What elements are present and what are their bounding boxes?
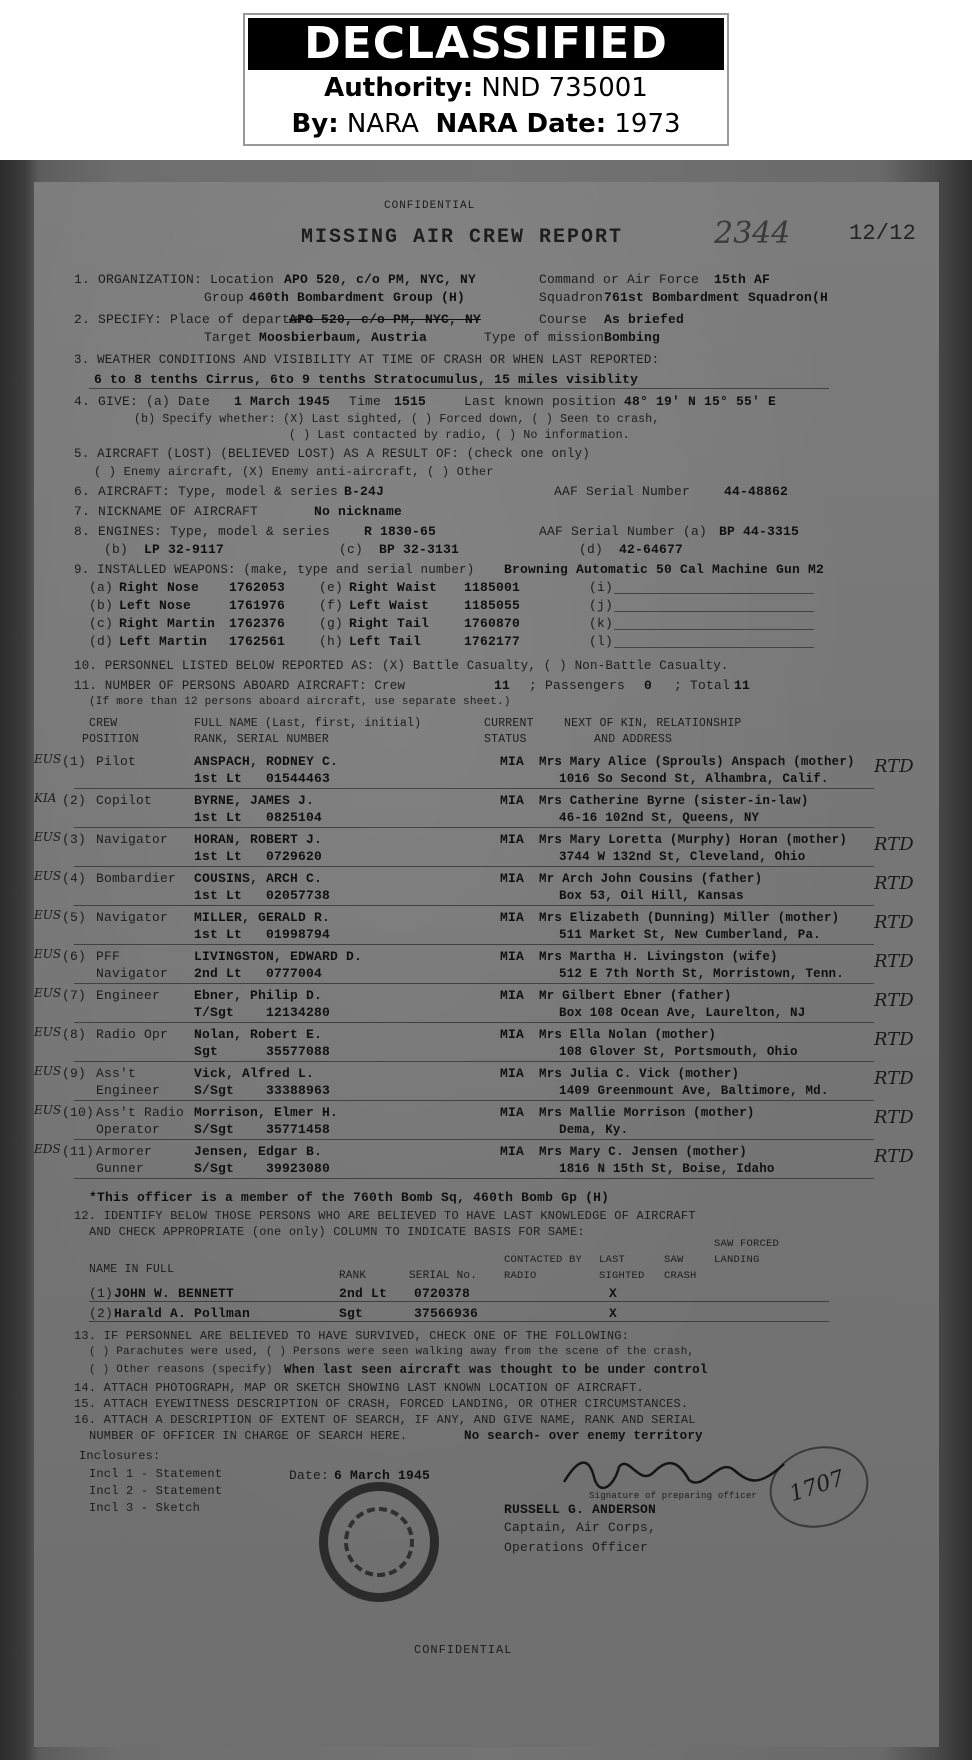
crew-footnote: *This officer is a member of the 760th Bomb Sq, 460th Bomb Gp (H) [89,1190,610,1205]
crew-rule [74,1178,874,1179]
crew-serial: 12134280 [266,1005,331,1020]
crew-name: Ebner, Philip D. [194,988,323,1003]
crew-rule [74,905,874,906]
crew-address: Box 53, Oil Hill, Kansas [559,889,744,903]
crew-margin-code: EUS [34,830,62,844]
enclosure-item: Incl 3 - Sketch [89,1501,201,1515]
crew-number: (4) [62,871,87,886]
crew-name: HORAN, ROBERT J. [194,832,323,847]
document-scan [0,160,972,1760]
signer-rank: Captain, Air Corps, [504,1520,657,1535]
survived-reason: When last seen aircraft was thought to be under control [284,1363,708,1377]
crew-header-pos1: CREW [89,717,118,730]
crew-rank: Sgt [194,1044,219,1059]
report-date-code: 12/12 [849,221,917,246]
weapon-key: (l) [589,634,614,649]
crew-serial: 01544463 [266,771,331,786]
weapons-label: 9. INSTALLED WEAPONS: (make, type and serial number) [74,563,475,577]
persons-passengers: 0 [644,678,653,693]
crew-name: ANSPACH, RODNEY C. [194,754,339,769]
crew-kin: Mrs Julia C. Vick (mother) [539,1067,740,1081]
crew-position-2: Gunner [96,1161,145,1176]
give-time-label: Time [349,394,382,409]
give-position: 48° 19' N 15° 55' E [624,394,777,409]
witness-mark: X [609,1286,618,1301]
crew-rank: 1st Lt [194,927,243,942]
crew-name: COUSINS, ARCH C. [194,871,323,886]
weapon-blank-rule [614,629,814,630]
weapon-position: Right Waist [349,580,438,595]
crew-status: MIA [500,871,525,886]
crew-serial: 0729620 [266,849,323,864]
crew-margin-code: EUS [34,1025,62,1039]
give-date: 1 March 1945 [234,394,331,409]
crew-number: (2) [62,793,87,808]
crew-status: MIA [500,910,525,925]
item-16: 16. ATTACH A DESCRIPTION OF EXTENT OF SEARCH, IF ANY, AND GIVE NAME, RANK AND SERIAL [74,1413,696,1427]
weapon-serial: 1760870 [464,616,521,631]
weapon-serial: 1185055 [464,598,521,613]
weather-label: 3. WEATHER CONDITIONS AND VISIBILITY AT TIME OF CRASH OR WHEN LAST REPORTED: [74,353,660,367]
crew-kin: Mrs Catherine Byrne (sister-in-law) [539,794,809,808]
weapon-key: (e) [319,580,344,595]
report-date: 6 March 1945 [334,1468,431,1483]
crew-rank: 1st Lt [194,771,243,786]
witness-serial: 0720378 [414,1286,471,1301]
enclosure-item: Incl 1 - Statement [89,1467,223,1481]
crew-position-2: Engineer [96,1083,161,1098]
persons-passengers-label: ; Passengers [529,678,626,693]
crew-rtd-note: RTD [874,1029,914,1050]
witness-h-serial: SERIAL No. [409,1270,478,1282]
crew-status: MIA [500,988,525,1003]
aircraft-type-label: 6. AIRCRAFT: Type, model & series [74,484,339,499]
crew-name: Vick, Alfred L. [194,1066,315,1081]
weapon-blank-rule [614,611,814,612]
crew-status: MIA [500,1027,525,1042]
crew-margin-code: EDS [34,1142,61,1156]
personnel-as: 10. PERSONNEL LISTED BELOW REPORTED AS: (X) Battle Casualty, ( ) Non-Battle Casualty. [74,659,729,673]
give-specify-line: (b) Specify whether: (X) Last sighted, ( ) Forced down, ( ) Seen to crash, [134,413,660,426]
crew-name: BYRNE, JAMES J. [194,793,315,808]
crew-number: (3) [62,832,87,847]
survived-line2: ( ) Parachutes were used, ( ) Persons were seen walking away from the scene of the crash, [89,1346,695,1358]
give-position-label: Last known position [464,394,617,409]
weapon-key: (b) [89,598,114,613]
crew-rank: 2nd Lt [194,966,243,981]
witness-h-crash: SAW CRASH [664,1254,697,1282]
crew-rtd-note: RTD [874,756,914,777]
weapon-serial: 1185001 [464,580,521,595]
witness-rank: Sgt [339,1306,364,1321]
crew-kin: Mr Gilbert Ebner (father) [539,989,732,1003]
crew-name: LIVINGSTON, EDWARD D. [194,949,363,964]
item-16b: NUMBER OF OFFICER IN CHARGE OF SEARCH HERE. [89,1429,408,1443]
crew-header-status2: STATUS [484,733,527,746]
crew-status: MIA [500,949,525,964]
enclosures-label: Inclosures: [79,1449,161,1463]
persons-note: (If more than 12 persons aboard aircraft, use separate sheet.) [89,696,511,708]
bottom-code: 1707 [786,1465,848,1508]
witness-rule [89,1301,829,1302]
org-label: 1. ORGANIZATION: Location [74,272,275,287]
crew-position: Radio Opr [96,1027,169,1042]
report-title: MISSING AIR CREW REPORT [301,226,624,249]
crew-position: Navigator [96,832,169,847]
nickname-value: No nickname [314,504,403,519]
witness-key: (2) [89,1306,114,1321]
crew-kin: Mrs Mary C. Jensen (mother) [539,1145,747,1159]
crew-number: (5) [62,910,87,925]
crew-address: 1816 N 15th St, Boise, Idaho [559,1162,775,1176]
crew-position: Navigator [96,910,169,925]
crew-position: Engineer [96,988,161,1003]
report-sheet [34,182,939,1747]
signer-name: RUSSELL G. ANDERSON [504,1502,657,1517]
crew-serial: 35577088 [266,1044,331,1059]
crew-number: (6) [62,949,87,964]
crew-rule [74,1061,874,1062]
crew-rule [74,827,874,828]
crew-address: 1409 Greenmount Ave, Baltimore, Md. [559,1084,829,1098]
crew-kin: Mrs Martha H. Livingston (wife) [539,950,778,964]
crew-rtd-note: RTD [874,951,914,972]
crew-name: Nolan, Robert E. [194,1027,323,1042]
witness-label: 12. IDENTIFY BELOW THOSE PERSONS WHO ARE BELIEVED TO HAVE LAST KNOWLEDGE OF AIRCRAFT [74,1209,696,1223]
crew-address: Dema, Ky. [559,1123,629,1137]
witness-serial: 37566936 [414,1306,479,1321]
crew-position-2: Navigator [96,966,169,981]
crew-rank: T/Sgt [194,1005,235,1020]
crew-rule [74,983,874,984]
weapon-position: Right Tail [349,616,430,631]
weapon-key: (h) [319,634,344,649]
crew-margin-code: EUS [34,869,62,883]
crew-name: Jensen, Edgar B. [194,1144,323,1159]
weapon-serial: 1761976 [229,598,286,613]
crew-rank: 1st Lt [194,888,243,903]
crew-position: Bombardier [96,871,177,886]
declassified-title: DECLASSIFIED [248,18,724,70]
crew-serial: 0825104 [266,810,323,825]
weapon-position: Left Nose [119,598,192,613]
weapon-key: (g) [319,616,344,631]
weapon-blank-rule [614,593,814,594]
weapon-serial: 1762376 [229,616,286,631]
nickname-label: 7. NICKNAME OF AIRCRAFT [74,504,259,519]
witness-key: (1) [89,1286,114,1301]
engine-a: BP 44-3315 [719,524,800,539]
aircraft-lost-label: 5. AIRCRAFT (LOST) (BELIEVED LOST) AS A RESULT OF: (check one only) [74,447,590,461]
specify-course: As briefed [604,312,685,327]
weapon-position: Left Tail [349,634,422,649]
persons-total-label: ; Total [674,678,731,693]
crew-kin: Mrs Mary Loretta (Murphy) Horan (mother) [539,833,848,847]
crew-rtd-note: RTD [874,990,914,1011]
crew-rule [74,944,874,945]
weapon-key: (f) [319,598,344,613]
witness-rank: 2nd Lt [339,1286,388,1301]
authority-label: Authority: [324,73,474,103]
crew-rtd-note: RTD [874,1068,914,1089]
weapon-serial: 1762177 [464,634,521,649]
crew-serial: 0777004 [266,966,323,981]
weapon-key: (c) [89,616,114,631]
weapons-make: Browning Automatic 50 Cal Machine Gun M2 [504,562,825,577]
crew-rule [74,866,874,867]
engine-b: LP 32-9117 [144,542,225,557]
crew-serial: 02057738 [266,888,331,903]
org-command: 15th AF [714,272,771,287]
crew-margin-code: EUS [34,752,62,766]
specify-target-label: Target [204,330,253,345]
weapon-key: (k) [589,616,614,631]
crew-kin: Mrs Elizabeth (Dunning) Miller (mother) [539,911,840,925]
item-16-value: No search- over enemy territory [464,1429,703,1443]
witness-label-2: AND CHECK APPROPRIATE (one only) COLUMN TO INDICATE BASIS FOR SAME: [89,1225,585,1239]
crew-rtd-note: RTD [874,1146,914,1167]
classification-top: CONFIDENTIAL [384,200,476,212]
engine-d: 42-64677 [619,542,684,557]
crew-kin: Mrs Ella Nolan (mother) [539,1028,717,1042]
crew-position-2: Operator [96,1122,161,1137]
crew-kin: Mrs Mallie Morrison (mother) [539,1106,755,1120]
crew-position: Copilot [96,793,153,808]
org-group: 460th Bombardment Group (H) [249,290,466,305]
code-circle [760,1435,877,1538]
specify-mission-label: Type of mission [484,330,605,345]
persons-total: 11 [734,678,751,693]
specify-departure: APO 520, c/o PM, NYC, NY [289,312,482,327]
weapon-position: Right Nose [119,580,200,595]
org-location: APO 520, c/o PM, NYC, NY [284,272,477,287]
witness-h-name: NAME IN FULL [89,1263,175,1276]
witness-name: Harald A. Pollman [114,1306,251,1321]
org-group-label: Group [204,290,245,305]
weapon-serial: 1762561 [229,634,286,649]
crew-header-name2: RANK, SERIAL NUMBER [194,733,329,746]
give-time: 1515 [394,394,427,409]
engine-c: BP 32-3131 [379,542,460,557]
ink-seal-inner [344,1507,414,1577]
report-number: 2344 [714,216,791,251]
authority-value: NND 735001 [481,73,648,103]
crew-number: (7) [62,988,87,1003]
engines-label: 8. ENGINES: Type, model & series [74,524,331,539]
declassified-stamp [243,13,729,146]
crew-number: (11) [62,1144,95,1159]
crew-rule [74,1139,874,1140]
engine-b-label: (b) [104,542,129,557]
engine-d-label: (d) [579,542,604,557]
classification-bottom: CONFIDENTIAL [414,1643,513,1657]
crew-status: MIA [500,832,525,847]
enclosure-item: Incl 2 - Statement [89,1484,223,1498]
crew-margin-code: EUS [34,1064,62,1078]
crew-number: (10) [62,1105,95,1120]
crew-rank: 1st Lt [194,810,243,825]
weapon-position: Left Martin [119,634,208,649]
crew-address: 1016 So Second St, Alhambra, Calif. [559,772,829,786]
witness-mark: X [609,1306,618,1321]
crew-serial: 33388963 [266,1083,331,1098]
crew-rtd-note: RTD [874,873,914,894]
crew-address: 108 Glover St, Portsmouth, Ohio [559,1045,798,1059]
crew-header-pos2: POSITION [82,733,139,746]
weather-rule [89,388,829,389]
signature-note: Signature of preparing officer [589,1491,758,1501]
crew-position: Pilot [96,754,137,769]
weapon-position: Right Martin [119,616,216,631]
crew-header-kin2: AND ADDRESS [594,733,673,746]
persons-label: 11. NUMBER OF PERSONS ABOARD AIRCRAFT: Crew [74,679,406,693]
crew-rank: S/Sgt [194,1122,235,1137]
signer-title: Operations Officer [504,1540,649,1555]
crew-header-name1: FULL NAME (Last, first, initial) [194,717,422,730]
crew-status: MIA [500,754,525,769]
crew-status: MIA [500,793,525,808]
crew-position: Armorer [96,1144,153,1159]
item-15: 15. ATTACH EYEWITNESS DESCRIPTION OF CRASH, FORCED LANDING, OR OTHER CIRCUMSTANCES. [74,1397,689,1411]
crew-header-status1: CURRENT [484,717,534,730]
aircraft-serial-label: AAF Serial Number [554,484,691,499]
crew-position: Ass't [96,1066,137,1081]
org-squadron: 761st Bombardment Squadron(H [604,290,829,305]
item-14: 14. ATTACH PHOTOGRAPH, MAP OR SKETCH SHOWING LAST KNOWN LOCATION OF AIRCRAFT. [74,1381,644,1395]
witness-h-contacted: CONTACTED BY RADIO [504,1254,583,1282]
crew-margin-code: EUS [34,986,62,1000]
crew-position: Ass't Radio [96,1105,185,1120]
weapon-key: (j) [589,598,614,613]
by-value: NARA [346,109,419,139]
crew-address: 3744 W 132nd St, Cleveland, Ohio [559,850,806,864]
weapon-serial: 1762053 [229,580,286,595]
crew-serial: 39923080 [266,1161,331,1176]
crew-margin-code: KIA [34,791,57,805]
date-label: Date: [289,1468,330,1483]
crew-position: PFF [96,949,121,964]
specify-target: Moosbierbaum, Austria [259,330,428,345]
aircraft-lost-options: ( ) Enemy aircraft, (X) Enemy anti-aircraft, ( ) Other [94,465,494,479]
by-line [245,106,727,142]
crew-name: Morrison, Elmer H. [194,1105,339,1120]
crew-name: MILLER, GERALD R. [194,910,331,925]
weather-value: 6 to 8 tenths Cirrus, 6to 9 tenths Stratocumulus, 15 miles visiblity [94,372,639,387]
weapon-key: (i) [589,580,614,595]
crew-rtd-note: RTD [874,834,914,855]
survived-line3: ( ) Other reasons (specify) [89,1364,273,1376]
give-contact-line: ( ) Last contacted by radio, ( ) No information. [289,429,630,442]
aircraft-serial: 44-48862 [724,484,789,499]
crew-rank: S/Sgt [194,1161,235,1176]
crew-rank: S/Sgt [194,1083,235,1098]
authority-line [245,70,727,106]
crew-number: (9) [62,1066,87,1081]
crew-status: MIA [500,1066,525,1081]
weapon-key: (d) [89,634,114,649]
witness-name: JOHN W. BENNETT [114,1286,235,1301]
crew-rule [74,1100,874,1101]
crew-margin-code: EUS [34,947,62,961]
crew-serial: 01998794 [266,927,331,942]
crew-rule [74,788,874,789]
specify-label: 2. SPECIFY: Place of departure [74,312,315,327]
crew-margin-code: EUS [34,1103,62,1117]
crew-address: 46-16 102nd St, Queens, NY [559,811,760,825]
crew-address: 512 E 7th North St, Morristown, Tenn. [559,967,844,981]
engines-type: R 1830-65 [364,524,437,539]
witness-h-forced: SAW FORCED LANDING [714,1238,780,1266]
crew-number: (8) [62,1027,87,1042]
crew-status: MIA [500,1144,525,1159]
crew-rtd-note: RTD [874,1107,914,1128]
crew-serial: 35771458 [266,1122,331,1137]
org-squadron-label: Squadron [539,290,604,305]
specify-mission: Bombing [604,330,661,345]
specify-course-label: Course [539,312,588,327]
crew-rule [74,1022,874,1023]
crew-kin: Mrs Mary Alice (Sprouls) Anspach (mother) [539,755,855,769]
by-label: By: [291,109,339,139]
crew-address: 511 Market St, New Cumberland, Pa. [559,928,821,942]
weapon-position: Left Waist [349,598,430,613]
signature-scribble [559,1452,789,1492]
crew-kin: Mr Arch John Cousins (father) [539,872,763,886]
crew-address: Box 108 Ocean Ave, Laurelton, NJ [559,1006,806,1020]
crew-margin-code: EUS [34,908,62,922]
org-command-label: Command or Air Force [539,272,700,287]
weapon-key: (a) [89,580,114,595]
crew-header-kin1: NEXT OF KIN, RELATIONSHIP [564,717,742,730]
give-label: 4. GIVE: (a) Date [74,394,211,409]
aircraft-type: B-24J [344,484,385,499]
crew-rank: 1st Lt [194,849,243,864]
witness-rule [89,1321,829,1322]
engine-c-label: (c) [339,542,364,557]
crew-rtd-note: RTD [874,912,914,933]
nara-date-value: 1973 [614,109,681,139]
engines-serial-label: AAF Serial Number (a) [539,524,708,539]
crew-number: (1) [62,754,87,769]
witness-h-sighted: LAST SIGHTED [599,1254,645,1282]
nara-date-label: NARA Date: [435,109,607,139]
persons-crew: 11 [494,678,511,693]
weapon-blank-rule [614,647,814,648]
survived-line1: 13. IF PERSONNEL ARE BELIEVED TO HAVE SURVIVED, CHECK ONE OF THE FOLLOWING: [74,1329,630,1343]
witness-h-rank: RANK [339,1270,367,1282]
crew-status: MIA [500,1105,525,1120]
